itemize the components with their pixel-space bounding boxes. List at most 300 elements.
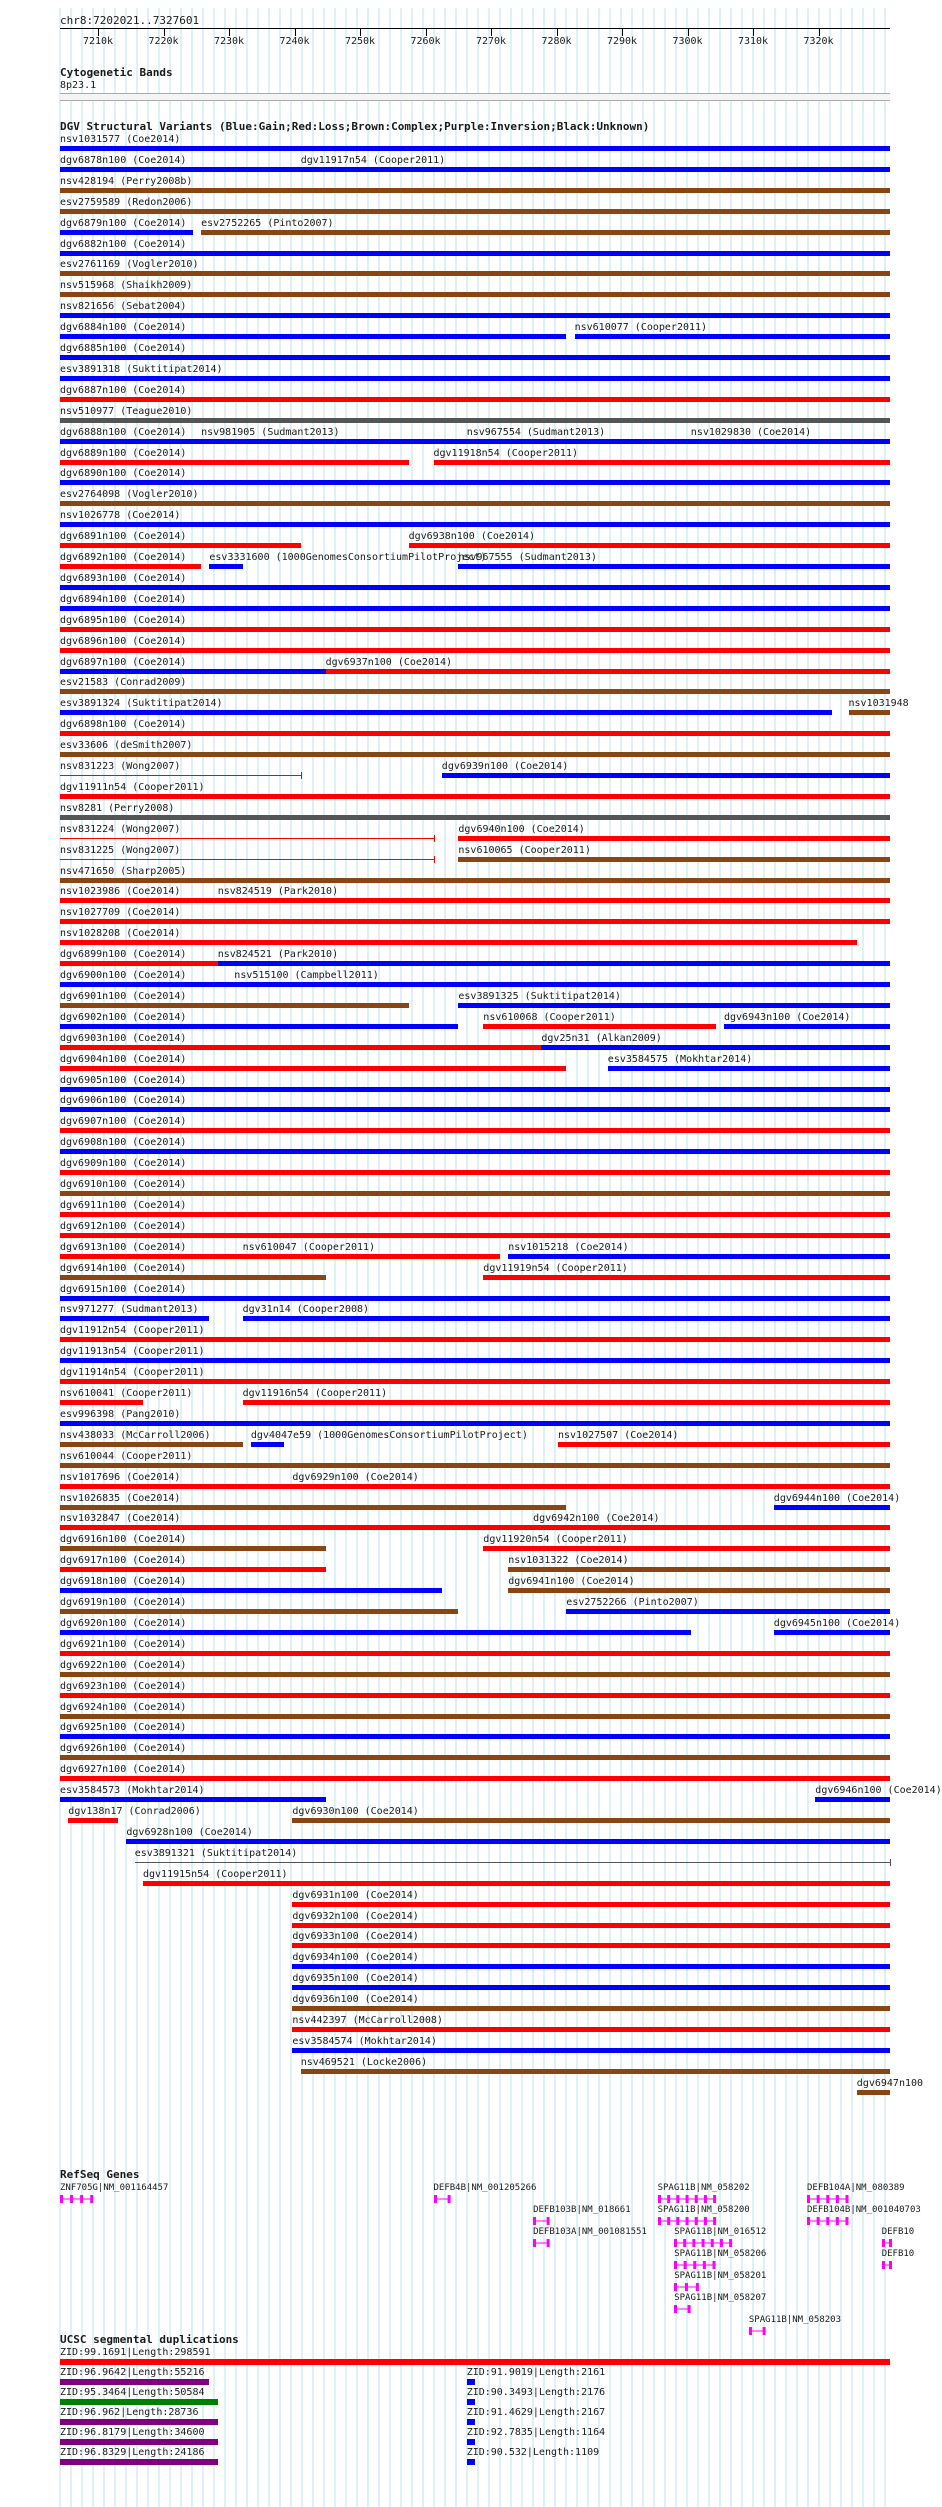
sv-bar <box>68 1818 118 1823</box>
sv-label: dgv6893n100 (Coe2014) <box>60 572 187 584</box>
sv-bar <box>60 1233 890 1238</box>
sv-label: dgv11919n54 (Cooper2011) <box>483 1262 628 1274</box>
sv-bar <box>60 564 201 569</box>
sv-bar <box>60 501 890 506</box>
sv-label: nsv1027507 (Coe2014) <box>558 1429 679 1441</box>
gene-model <box>533 2216 550 2226</box>
ruler-tick <box>164 28 165 36</box>
segdup-bar <box>467 2439 475 2445</box>
gene-label: DEFB103B|NM_018661 <box>533 2205 631 2215</box>
gene-model <box>674 2282 699 2292</box>
sv-label: nsv831223 (Wong2007) <box>60 761 181 772</box>
sv-label: dgv6889n100 (Coe2014) <box>60 447 187 459</box>
sv-bar <box>60 1275 326 1280</box>
sv-label: nsv824521 (Park2010) <box>217 949 339 961</box>
sv-label: esv3584575 (Mokhtar2014) <box>607 1053 753 1065</box>
sv-bar <box>292 1964 890 1969</box>
sv-bar <box>292 2006 890 2011</box>
segdup-label: ZID:90.532|Length:1109 <box>466 2447 600 2458</box>
sv-bar <box>301 167 890 172</box>
segdup-label: ZID:91.9019|Length:2161 <box>466 2367 606 2378</box>
sv-label: dgv11916n54 (Cooper2011) <box>242 1388 388 1399</box>
sv-label: nsv831225 (Wong2007) <box>60 844 181 856</box>
sv-bar <box>467 439 691 444</box>
cytoband-title: Cytogenetic Bands <box>60 66 173 79</box>
sv-bar <box>60 167 301 172</box>
sv-bar <box>857 2090 890 2095</box>
segdup-label: ZID:92.7835|Length:1164 <box>466 2427 606 2438</box>
sv-label: nsv510977 (Teague2010) <box>60 405 193 417</box>
gene-label: ZNF705G|NM_001164457 <box>60 2183 169 2193</box>
sv-label: dgv6915n100 (Coe2014) <box>60 1283 187 1295</box>
gene-model <box>807 2216 849 2226</box>
sv-label: dgv6895n100 (Coe2014) <box>60 614 187 626</box>
sv-bar <box>458 836 890 841</box>
sv-label: nsv469521 (Locke2006) <box>300 2056 428 2068</box>
region-label: chr8:7202021..7327601 <box>60 14 200 27</box>
segdup-label: ZID:95.3464|Length:50584 <box>60 2387 205 2398</box>
segdup-bar <box>60 2439 218 2445</box>
sv-bar <box>483 1546 890 1551</box>
sv-label: dgv6912n100 (Coe2014) <box>60 1220 187 1232</box>
segdup-label: ZID:96.962|Length:28736 <box>60 2407 199 2418</box>
sv-label: dgv6896n100 (Coe2014) <box>60 635 187 647</box>
sv-label: dgv6910n100 (Coe2014) <box>60 1179 187 1190</box>
sv-label: dgv6888n100 (Coe2014) <box>60 426 187 438</box>
gene-label: DEFB103A|NM_001081551 <box>533 2227 647 2237</box>
sv-bar <box>60 1400 143 1405</box>
sv-label: dgv6938n100 (Coe2014) <box>408 531 536 543</box>
sv-line-end <box>890 1859 891 1866</box>
gene-label: DEFB10 <box>881 2249 915 2259</box>
sv-bar <box>60 1609 458 1614</box>
sv-bar <box>60 1212 890 1217</box>
sv-bar <box>60 1191 890 1196</box>
sv-label: dgv6940n100 (Coe2014) <box>458 823 585 835</box>
sv-label: nsv610065 (Cooper2011) <box>458 844 591 856</box>
sv-label: dgv6943n100 (Coe2014) <box>724 1011 851 1023</box>
ruler-line <box>60 28 890 29</box>
sv-bar <box>60 627 890 632</box>
segdup-label: ZID:96.9642|Length:55216 <box>60 2367 205 2378</box>
segdup-title: UCSC segmental duplications <box>60 2333 239 2346</box>
gene-model <box>674 2304 691 2314</box>
sv-bar <box>849 710 891 715</box>
sv-label: nsv1031948 <box>848 698 909 710</box>
gene-label: SPAG11B|NM_058201 <box>674 2271 767 2281</box>
sv-label: dgv6901n100 (Coe2014) <box>60 990 187 1002</box>
sv-bar <box>60 460 409 465</box>
sv-label: dgv6944n100 (Coe2014) <box>773 1492 901 1504</box>
sv-bar <box>60 439 201 444</box>
gene-label: SPAG11B|NM_016512 <box>674 2227 767 2237</box>
sv-bar <box>608 1066 890 1071</box>
segdup-label: ZID:96.8329|Length:24186 <box>60 2447 205 2458</box>
sv-bar <box>442 773 890 778</box>
sv-label: dgv6911n100 (Coe2014) <box>60 1199 187 1211</box>
sv-label: nsv967555 (Sudmant2013) <box>458 552 597 563</box>
sv-label: nsv610041 (Cooper2011) <box>60 1388 193 1399</box>
segdup-bar <box>467 2419 475 2425</box>
sv-bar <box>60 794 890 799</box>
sv-line <box>60 838 434 839</box>
sv-bar <box>434 460 891 465</box>
ruler-tick-label: 7250k <box>344 36 376 47</box>
sv-bar <box>201 230 890 235</box>
sv-label: dgv6928n100 (Coe2014) <box>126 1826 253 1838</box>
sv-bar <box>60 1797 326 1802</box>
cytoband-label: 8p23.1 <box>60 80 97 91</box>
sv-label: nsv1032847 (Coe2014) <box>60 1513 181 1525</box>
sv-bar <box>60 752 890 757</box>
sv-bar <box>60 543 301 548</box>
sv-bar <box>60 355 890 360</box>
sv-label: dgv6891n100 (Coe2014) <box>60 531 187 543</box>
sv-label: dgv6945n100 (Coe2014) <box>773 1617 901 1629</box>
ruler-tick-label: 7260k <box>410 36 441 47</box>
ruler-tick-label: 7270k <box>475 36 507 47</box>
sv-line-end <box>301 772 302 779</box>
sv-label: dgv6913n100 (Coe2014) <box>60 1241 187 1253</box>
sv-bar <box>292 1902 890 1907</box>
sv-label: dgv6918n100 (Coe2014) <box>60 1576 187 1588</box>
sv-label: nsv515100 (Campbell2011) <box>234 970 379 981</box>
segdup-bar <box>60 2359 890 2365</box>
sv-label: dgv6885n100 (Coe2014) <box>60 343 187 354</box>
sv-label: esv3891325 (Suktitipat2014) <box>458 990 621 1002</box>
sv-label: nsv981905 (Sudmant2013) <box>201 426 340 438</box>
sv-label: nsv821656 (Sebat2004) <box>60 301 187 313</box>
sv-bar <box>458 1003 890 1008</box>
sv-bar <box>60 1170 890 1175</box>
sv-bar <box>60 689 890 694</box>
sv-label: nsv515968 (Shaikh2009) <box>60 280 193 292</box>
sv-bar <box>60 1463 890 1468</box>
sv-bar <box>60 188 890 193</box>
gene-model <box>882 2238 892 2248</box>
sv-bar <box>60 1149 890 1154</box>
sv-label: dgv11912n54 (Cooper2011) <box>60 1325 205 1337</box>
sv-bar <box>60 1358 890 1363</box>
sv-bar <box>60 606 890 611</box>
gene-label: SPAG11B|NM_058206 <box>674 2249 767 2259</box>
sv-label: dgv6890n100 (Coe2014) <box>60 468 187 480</box>
sv-label: dgv11911n54 (Cooper2011) <box>60 781 205 793</box>
sv-label: dgv6929n100 (Coe2014) <box>292 1471 419 1483</box>
sv-bar <box>60 1421 890 1426</box>
sv-bar <box>60 209 890 214</box>
segdup-label: ZID:90.3493|Length:2176 <box>466 2387 606 2398</box>
sv-bar <box>60 522 890 527</box>
ruler-tick-label: 7240k <box>279 36 310 47</box>
sv-bar <box>60 919 890 924</box>
ruler-tick <box>688 28 689 36</box>
sv-label: nsv438033 (McCarroll2006) <box>60 1429 211 1441</box>
sv-label: dgv6905n100 (Coe2014) <box>60 1074 187 1086</box>
sv-bar <box>815 1797 890 1802</box>
gene-model <box>749 2326 766 2336</box>
sv-label: nsv1031577 (Coe2014) <box>60 134 181 145</box>
sv-bar <box>60 1379 890 1384</box>
sv-bar <box>301 2069 890 2074</box>
sv-bar <box>60 1107 890 1112</box>
sv-bar <box>774 1505 890 1510</box>
sv-label: esv3891318 (Suktitipat2014) <box>60 363 223 375</box>
sv-label: dgv6900n100 (Coe2014) <box>60 970 187 981</box>
sv-label: dgv6930n100 (Coe2014) <box>292 1806 419 1817</box>
sv-bar <box>533 1525 890 1530</box>
ruler-tick <box>819 28 820 36</box>
sv-bar <box>326 669 890 674</box>
sv-bar <box>60 815 890 820</box>
ruler-tick-label: 7290k <box>606 36 638 47</box>
sv-bar <box>60 878 890 883</box>
sv-label: dgv6887n100 (Coe2014) <box>60 384 187 396</box>
gene-label: DEFB4B|NM_001205266 <box>433 2183 537 2193</box>
sv-label: dgv6941n100 (Coe2014) <box>508 1576 635 1588</box>
gene-model <box>60 2194 93 2204</box>
segdup-bar <box>60 2419 218 2425</box>
sv-label: dgv6931n100 (Coe2014) <box>292 1889 419 1901</box>
sv-label: esv3891324 (Suktitipat2014) <box>60 698 223 710</box>
sv-label: dgv6939n100 (Coe2014) <box>441 761 569 772</box>
segdup-bar <box>60 2399 218 2405</box>
sv-bar <box>541 1045 890 1050</box>
gene-label: SPAG11B|NM_058207 <box>674 2293 767 2303</box>
sv-label: nsv610047 (Cooper2011) <box>242 1241 376 1253</box>
gene-label: SPAG11B|NM_058203 <box>748 2315 842 2325</box>
gene-model <box>674 2260 716 2270</box>
ruler-tick <box>295 28 296 36</box>
sv-label: dgv6933n100 (Coe2014) <box>292 1931 419 1943</box>
sv-bar <box>508 1567 890 1572</box>
sv-bar <box>60 1567 326 1572</box>
sv-label: dgv6894n100 (Coe2014) <box>60 593 187 605</box>
ruler-tick-label: 7230k <box>213 36 245 47</box>
sv-bar <box>243 1254 500 1259</box>
sv-label: dgv6892n100 (Coe2014) <box>60 552 187 563</box>
sv-bar <box>60 1693 890 1698</box>
sv-bar <box>292 1818 890 1823</box>
sv-bar <box>60 1484 292 1489</box>
segdup-bar <box>467 2399 475 2405</box>
sv-bar <box>508 1254 890 1259</box>
sv-label: nsv1015218 (Coe2014) <box>508 1241 629 1253</box>
sv-label: dgv6923n100 (Coe2014) <box>60 1680 187 1692</box>
sv-bar <box>60 585 890 590</box>
ruler-tick <box>753 28 754 36</box>
gene-label: DEFB104A|NM_080389 <box>807 2183 905 2193</box>
sv-bar <box>60 146 890 151</box>
sv-bar <box>292 1943 890 1948</box>
sv-label: dgv11920n54 (Cooper2011) <box>483 1534 628 1546</box>
gene-model <box>674 2238 732 2248</box>
sv-bar <box>60 1505 566 1510</box>
sv-label: dgv25n31 (Alkan2009) <box>541 1032 662 1044</box>
sv-label: nsv967554 (Sudmant2013) <box>466 426 606 438</box>
gene-model <box>658 2216 716 2226</box>
sv-bar <box>292 1484 890 1489</box>
sv-bar <box>566 1609 890 1614</box>
sv-label: nsv610068 (Cooper2011) <box>483 1011 616 1023</box>
ruler-tick <box>229 28 230 36</box>
sv-bar <box>60 1087 890 1092</box>
sv-label: dgv6934n100 (Coe2014) <box>292 1952 419 1964</box>
sv-label: nsv1026835 (Coe2014) <box>60 1492 181 1504</box>
sv-label: nsv442397 (McCarroll2008) <box>292 2015 443 2026</box>
sv-label: dgv6922n100 (Coe2014) <box>60 1659 187 1671</box>
sv-label: nsv1026778 (Coe2014) <box>60 510 181 522</box>
segdup-bar <box>467 2459 475 2465</box>
sv-bar <box>218 961 890 966</box>
ruler-tick <box>426 28 427 36</box>
sv-label: esv2759589 (Redon2006) <box>60 196 193 208</box>
sv-label: nsv1017696 (Coe2014) <box>60 1471 181 1483</box>
sv-bar <box>60 376 890 381</box>
sv-label: dgv6919n100 (Coe2014) <box>60 1597 187 1608</box>
sv-bar <box>60 940 857 945</box>
sv-label: dgv6936n100 (Coe2014) <box>292 1994 419 2006</box>
sv-line <box>60 859 434 860</box>
sv-label: nsv1029830 (Coe2014) <box>690 426 812 438</box>
sv-label: dgv11917n54 (Cooper2011) <box>300 154 446 166</box>
sv-label: dgv6906n100 (Coe2014) <box>60 1095 187 1107</box>
sv-bar <box>60 313 890 318</box>
sv-label: esv2752265 (Pinto2007) <box>201 217 334 229</box>
dgv-title: DGV Structural Variants (Blue:Gain;Red:Loss;Brown:Complex;Purple:Inversion;Black:Unknown) <box>60 120 650 133</box>
sv-label: nsv1031322 (Coe2014) <box>508 1555 629 1567</box>
sv-bar <box>60 1588 442 1593</box>
sv-bar <box>243 1400 890 1405</box>
sv-label: dgv6926n100 (Coe2014) <box>60 1743 187 1755</box>
sv-bar <box>60 251 890 256</box>
sv-label: dgv6904n100 (Coe2014) <box>60 1053 187 1065</box>
sv-label: dgv6908n100 (Coe2014) <box>60 1137 187 1149</box>
sv-label: esv3584574 (Mokhtar2014) <box>292 2035 437 2047</box>
sv-bar <box>60 1024 458 1029</box>
sv-label: dgv6927n100 (Coe2014) <box>60 1764 187 1776</box>
sv-bar <box>234 982 890 987</box>
sv-bar <box>409 543 890 548</box>
sv-bar <box>483 1024 715 1029</box>
segdup-label: ZID:99.1691|Length:298591 <box>60 2347 211 2358</box>
sv-bar <box>724 1024 890 1029</box>
sv-bar <box>60 669 326 674</box>
sv-bar <box>209 564 242 569</box>
sv-label: esv3891321 (Suktitipat2014) <box>134 1847 298 1859</box>
ruler-tick-label: 7310k <box>737 36 769 47</box>
gene-model <box>882 2260 892 2270</box>
sv-bar <box>201 439 467 444</box>
sv-label: dgv6907n100 (Coe2014) <box>60 1116 187 1128</box>
ruler-tick <box>360 28 361 36</box>
sv-bar <box>60 1003 409 1008</box>
sv-bar <box>243 1316 890 1321</box>
ruler-header <box>0 0 890 60</box>
sv-line-end <box>434 835 435 842</box>
sv-label: dgv6878n100 (Coe2014) <box>60 154 187 166</box>
sv-label: dgv6921n100 (Coe2014) <box>60 1638 187 1650</box>
sv-label: esv3331600 (1000GenomesConsortiumPilotProject) <box>209 552 487 563</box>
sv-label: nsv971277 (Sudmant2013) <box>60 1304 199 1316</box>
sv-bar <box>60 397 890 402</box>
gene-model <box>533 2238 550 2248</box>
sv-label: dgv11915n54 (Cooper2011) <box>143 1868 288 1880</box>
sv-bar <box>60 230 193 235</box>
sv-bar <box>60 1651 890 1656</box>
sv-label: dgv138n17 (Conrad2006) <box>68 1806 201 1817</box>
sv-label: dgv11918n54 (Cooper2011) <box>433 447 578 459</box>
sv-bar <box>60 271 890 276</box>
sv-bar <box>218 898 890 903</box>
gene-model <box>434 2194 451 2204</box>
ruler-tick-label: 7300k <box>672 36 703 47</box>
gene-label: DEFB104B|NM_001040703 <box>807 2205 921 2215</box>
sv-bar <box>458 857 890 862</box>
sv-label: dgv4047e59 (1000GenomesConsortiumPilotProject) <box>250 1429 528 1441</box>
sv-bar <box>292 2027 890 2032</box>
ruler-tick <box>98 28 99 36</box>
sv-label: dgv6925n100 (Coe2014) <box>60 1722 187 1734</box>
sv-label: nsv831224 (Wong2007) <box>60 823 181 835</box>
sv-bar <box>60 1755 890 1760</box>
sv-bar <box>60 1546 326 1551</box>
sv-label: dgv6897n100 (Coe2014) <box>60 656 187 668</box>
cytoband-bar <box>60 93 890 101</box>
ruler-tick-label: 7220k <box>148 36 179 47</box>
sv-bar <box>292 1985 890 1990</box>
sv-line <box>60 775 301 776</box>
segdup-label: ZID:96.8179|Length:34600 <box>60 2427 205 2438</box>
sv-label: dgv6909n100 (Coe2014) <box>60 1158 187 1170</box>
sv-bar <box>292 2048 890 2053</box>
sv-bar <box>143 1881 890 1886</box>
ruler-tick-label: 7320k <box>803 36 834 47</box>
sv-bar <box>60 648 890 653</box>
sv-label: dgv6898n100 (Coe2014) <box>60 719 187 731</box>
sv-bar <box>60 418 890 423</box>
sv-label: dgv11914n54 (Cooper2011) <box>60 1367 205 1379</box>
sv-bar <box>558 1442 890 1447</box>
ruler-tick <box>491 28 492 36</box>
sv-label: esv2764098 (Vogler2010) <box>60 489 199 501</box>
sv-label: nsv610044 (Cooper2011) <box>60 1450 193 1462</box>
refseq-title: RefSeq Genes <box>60 2168 140 2181</box>
gene-model <box>807 2194 849 2204</box>
sv-label: dgv31n14 (Cooper2008) <box>242 1304 370 1316</box>
segdup-bar <box>60 2459 218 2465</box>
sv-label: dgv6920n100 (Coe2014) <box>60 1617 187 1629</box>
sv-label: dgv6902n100 (Coe2014) <box>60 1011 187 1023</box>
sv-bar <box>60 1672 890 1677</box>
sv-label: dgv6937n100 (Coe2014) <box>325 656 453 668</box>
sv-bar <box>575 334 890 339</box>
sv-bar <box>458 564 890 569</box>
sv-bar <box>126 1839 890 1844</box>
sv-bar <box>508 1588 890 1593</box>
sv-label: dgv6932n100 (Coe2014) <box>292 1910 419 1922</box>
sv-label: nsv471650 (Sharp2005) <box>60 865 187 877</box>
sv-label: dgv6882n100 (Coe2014) <box>60 238 187 250</box>
sv-label: esv21583 (Conrad2009) <box>60 677 187 689</box>
sv-line-end <box>434 856 435 863</box>
sv-bar <box>60 292 890 297</box>
sv-bar <box>60 1442 243 1447</box>
sv-bar <box>60 334 566 339</box>
sv-label: nsv1027709 (Coe2014) <box>60 907 181 919</box>
sv-bar <box>60 1296 890 1301</box>
sv-bar <box>60 1776 890 1781</box>
